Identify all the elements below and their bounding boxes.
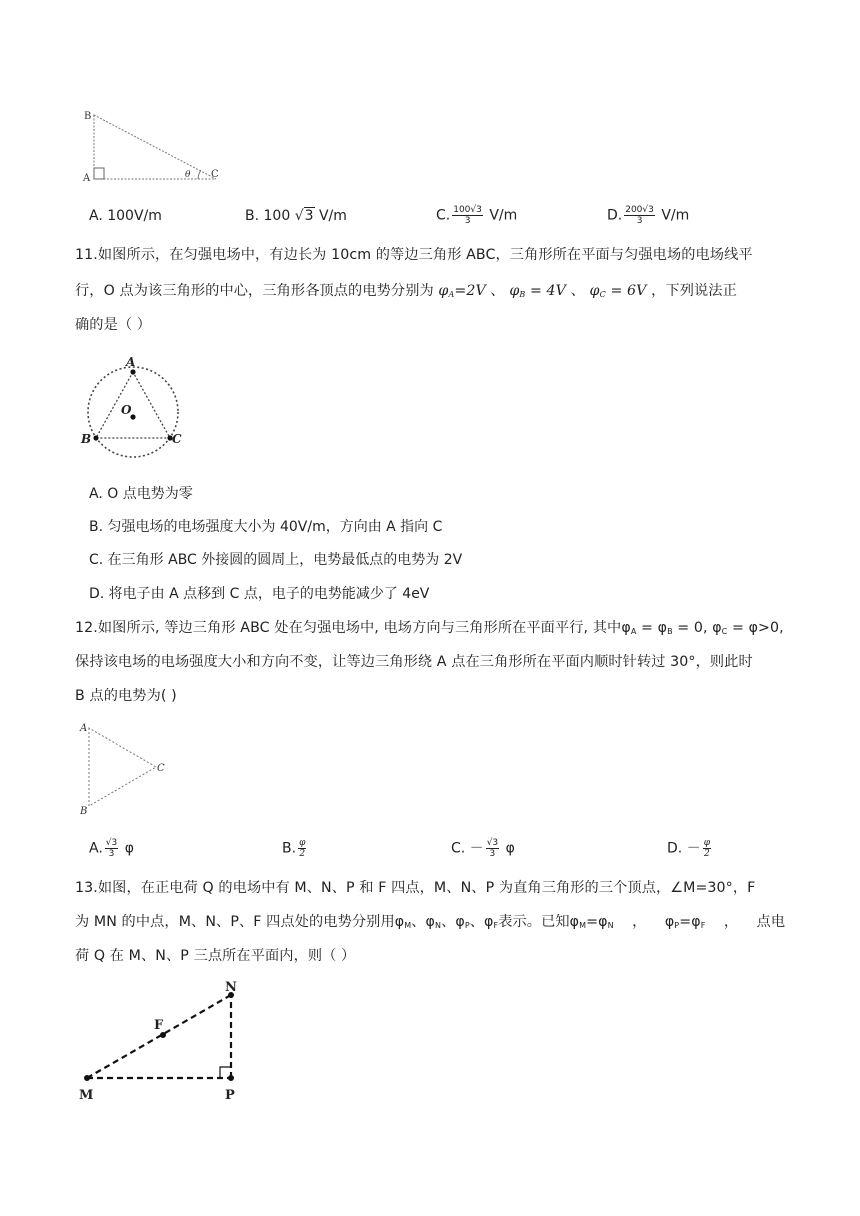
q12-option-a-fraction (105, 838, 118, 859)
q13-eq-1: =φ (586, 914, 608, 930)
q13-conn-3: 、φ (469, 914, 494, 930)
q12-option-b-denominator: 2 (299, 849, 306, 859)
q12-option-a-denominator: 3 (108, 849, 115, 859)
q12-option-b (282, 838, 308, 859)
q13-sub-7: P (674, 921, 680, 930)
q13-right-triangle-figure (74, 976, 254, 1106)
q13-sub-1: M (404, 921, 412, 930)
q12-sub-c: C (721, 627, 728, 636)
q12-option-c (451, 838, 515, 859)
q13-conn-2: 、φ (441, 914, 465, 930)
q13-end: ， 点电 (705, 914, 786, 930)
q11-separator-2: 、 (566, 283, 590, 299)
q12-stem-line3: B 点的电势为( ) (75, 688, 177, 704)
q13-sub-4: F (493, 921, 499, 930)
q11-phi-a-sub: A (448, 290, 455, 299)
q12-stem-line1-text: 12.如图所示, 等边三角形 ABC 处在匀强电场中, 电场方向与三角形所在平面平行, 其中φ (75, 620, 631, 636)
q12-mid-2: = 0, φ (672, 620, 722, 636)
q11-option-c: C. 在三角形 ABC 外接圆的圆周上，电势最低点的电势为 2V (89, 552, 463, 568)
q13-label-f: F (154, 1018, 164, 1033)
q10-option-b (245, 207, 347, 225)
q12-label-c: C (157, 763, 165, 774)
q11-phi-c-value: = 6V (605, 283, 647, 299)
q13-sub-6: N (607, 921, 614, 930)
q11-phi-c-sub: C (599, 290, 606, 299)
q13-conn-1: 、φ (411, 914, 435, 930)
q10-option-d-unit: V/m (661, 207, 690, 224)
q10-option-d-fraction (624, 205, 655, 226)
q12-option-c-numerator: √3 (486, 838, 499, 848)
q11-option-d: D. 将电子由 A 点移到 C 点，电子的电势能减少了 4eV (89, 586, 430, 602)
q10-label-a: A (83, 173, 91, 184)
q11-stem-line2 (75, 282, 737, 304)
q11-phi-c: φ (589, 283, 600, 299)
q12-option-b-fraction (298, 838, 306, 859)
q12-option-b-prefix: B. (282, 840, 297, 857)
q13-stem-line3: 荷 Q 在 M、N、P 三点所在平面内，则（ ） (75, 948, 356, 964)
q11-stem-line2-post: ，下列说法正 (651, 283, 737, 299)
q10-option-b-radicand: 3 (304, 208, 314, 224)
q13-label-n: N (225, 980, 237, 995)
q12-end: = φ>0, (727, 620, 784, 636)
q10-option-c-numerator: 100√3 (453, 205, 482, 215)
q10-option-b-prefix: B. 100 (245, 208, 291, 224)
q10-label-theta: θ (185, 170, 191, 180)
q11-circle-triangle-figure (78, 350, 190, 466)
q13-gap: ， φ (613, 914, 675, 930)
q11-label-c: C (172, 432, 182, 446)
q13-stem-line2 (75, 913, 785, 935)
q13-sub-8: F (700, 921, 706, 930)
q12-option-d-denominator: 2 (703, 849, 710, 859)
q10-option-c (436, 205, 517, 226)
q12-sub-b: B (667, 627, 673, 636)
q10-option-c-prefix: C. (436, 207, 451, 224)
q13-stem-line1: 13.如图，在正电荷 Q 的电场中有 M、N、P 和 F 四点，M、N、P 为直角三角形的三个顶点，∠M=30°，F (75, 880, 756, 896)
q11-phi-a-value: =2V (454, 283, 486, 299)
q12-stem-line1 (75, 619, 784, 641)
q12-option-c-denominator: 3 (489, 849, 496, 859)
q11-separator-1: 、 (485, 283, 510, 299)
q12-option-a-prefix: A. (89, 840, 103, 857)
q11-stem-line1: 11.如图所示，在匀强电场中，有边长为 10cm 的等边三角形 ABC，三角形所在平面与匀强电场的电场线平 (75, 247, 753, 263)
q12-option-c-fraction (486, 838, 499, 859)
q10-label-c: C (211, 169, 219, 180)
q10-option-c-unit: V/m (489, 207, 518, 224)
q12-option-d-prefix: D. － (667, 840, 701, 857)
q12-label-b: B (80, 806, 88, 817)
q12-option-d (667, 838, 713, 859)
q11-phi-b: φ (509, 283, 520, 299)
q11-option-b: B. 匀强电场的电场强度大小为 40V/m，方向由 A 指向 C (89, 519, 443, 535)
q12-option-a-suffix: φ (124, 840, 134, 857)
q10-option-d-numerator: 200√3 (625, 205, 654, 215)
q11-label-b: B (81, 432, 92, 446)
q11-option-a: A. O 点电势为零 (89, 486, 193, 502)
q10-option-b-unit: V/m (318, 208, 347, 224)
q13-label-p: P (225, 1088, 235, 1103)
q11-stem-line3: 确的是（ ） (75, 317, 152, 333)
q12-option-d-fraction (703, 838, 711, 859)
q13-mid: 表示。已知φ (498, 914, 580, 930)
q10-option-a: A. 100V/m (89, 208, 162, 224)
q12-option-c-suffix: φ (505, 840, 515, 857)
q11-phi-a: φ (438, 283, 449, 299)
q13-label-m: M (79, 1088, 94, 1103)
q10-option-c-denominator: 3 (464, 216, 471, 226)
q10-option-d-denominator: 3 (636, 216, 643, 226)
q12-sub-a: A (630, 627, 637, 636)
q10-option-d-prefix: D. (607, 207, 623, 224)
q12-stem-line2: 保持该电场的电场强度大小和方向不变，让等边三角形绕 A 点在三角形所在平面内顺时针转过 30°，则此时 (75, 654, 753, 670)
q10-option-b-sqrt: √3 (294, 208, 314, 224)
q11-label-o: O (121, 403, 132, 417)
q13-sub-5: M (579, 921, 587, 930)
q11-label-a: A (126, 355, 136, 369)
q10-option-d (607, 205, 689, 226)
q10-right-triangle-figure (80, 104, 230, 188)
q12-option-c-prefix: C. － (451, 840, 484, 857)
q10-label-b: B (84, 111, 92, 122)
q12-mid-1: = φ (636, 620, 668, 636)
q10-option-c-fraction (452, 205, 483, 226)
q11-phi-b-value: = 4V (525, 283, 567, 299)
q12-option-d-numerator: φ (703, 838, 710, 848)
q11-phi-b-sub: B (519, 290, 526, 299)
q13-line2-pre: 为 MN 的中点，M、N、P、F 四点处的电势分别用φ (75, 914, 405, 930)
q12-option-b-numerator: φ (299, 838, 306, 848)
q13-sub-3: P (464, 921, 470, 930)
q12-option-a-numerator: √3 (105, 838, 118, 848)
q12-label-a: A (80, 723, 88, 734)
q12-option-a (89, 838, 134, 859)
q12-triangle-figure (78, 718, 178, 818)
q13-eq-2: =φ (679, 914, 701, 930)
q13-sub-2: N (434, 921, 442, 930)
q11-stem-line2-pre: 行，O 点为该三角形的中心，三角形各顶点的电势分别为 (75, 283, 439, 299)
